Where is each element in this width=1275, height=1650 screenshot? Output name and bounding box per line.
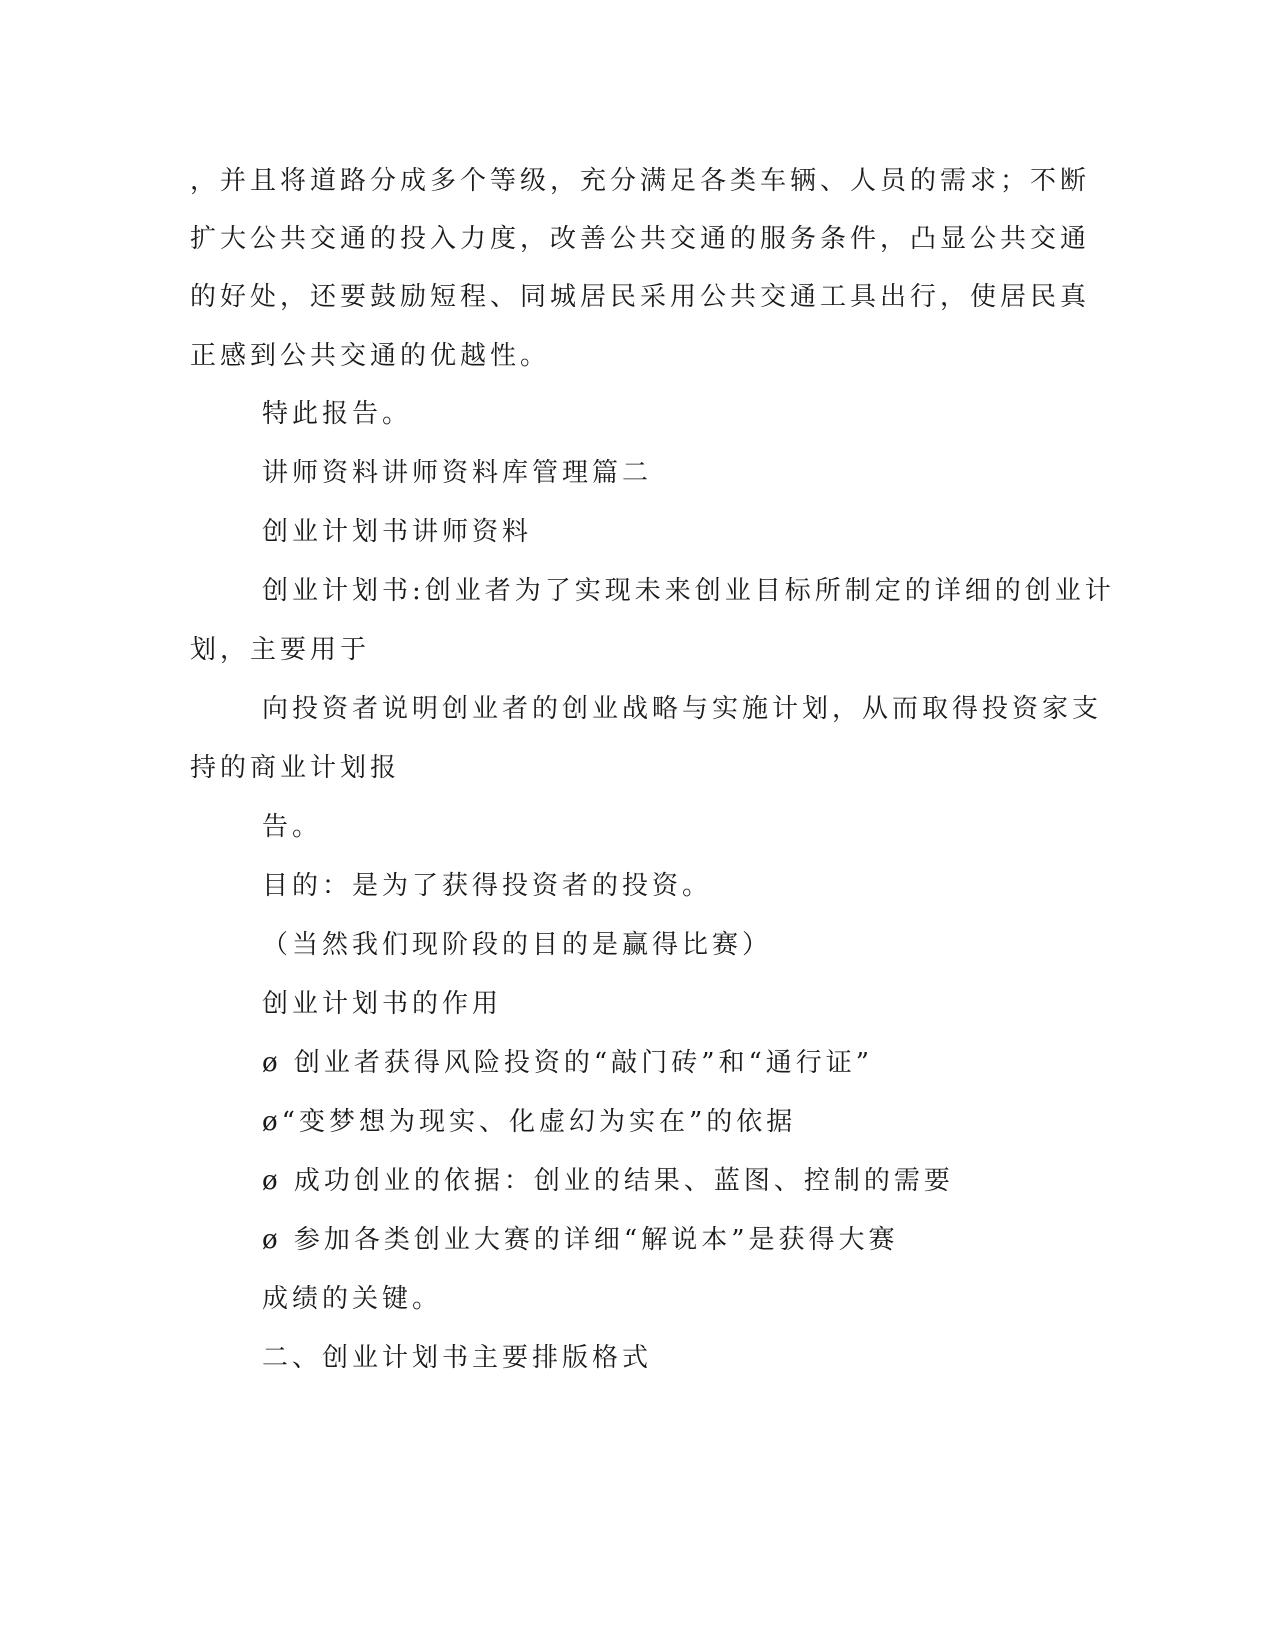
subtitle: 创业计划书讲师资料 bbox=[262, 517, 533, 547]
paragraph-line: 的好处，还要鼓励短程、同城居民采用公共交通工具出行，使居民真 bbox=[190, 282, 1091, 312]
definition-line: 向投资者说明创业者的创业战略与实施计划，从而取得投资家支 bbox=[262, 694, 1103, 724]
definition-line: 告。 bbox=[262, 812, 323, 842]
definition-line: 持的商业计划报 bbox=[190, 753, 401, 783]
section-title: 讲师资料讲师资料库管理篇二 bbox=[262, 458, 653, 488]
paragraph-line: 扩大公共交通的投入力度，改善公共交通的服务条件，凸显公共交通 bbox=[190, 224, 1091, 254]
purpose-text: 目的：是为了获得投资者的投资。 bbox=[262, 871, 713, 901]
paragraph-line: ，并且将道路分成多个等级，充分满足各类车辆、人员的需求；不断 bbox=[190, 166, 1091, 196]
definition-line: 划，主要用于 bbox=[190, 635, 371, 665]
role-item: ø 成功创业的依据：创业的结果、蓝图、控制的需要 bbox=[262, 1166, 954, 1196]
role-item: ø 参加各类创业大赛的详细“解说本”是获得大赛 bbox=[262, 1225, 899, 1255]
purpose-note: （当然我们现阶段的目的是赢得比赛） bbox=[262, 930, 773, 960]
role-heading: 创业计划书的作用 bbox=[262, 989, 503, 1019]
role-item: ø 创业者获得风险投资的“敲门砖”和“通行证” bbox=[262, 1048, 874, 1078]
role-item-tail: 成绩的关键。 bbox=[262, 1284, 443, 1314]
role-item: ø“变梦想为现实、化虚幻为实在”的依据 bbox=[262, 1107, 797, 1137]
format-heading: 二、创业计划书主要排版格式 bbox=[262, 1343, 653, 1373]
closing-text: 特此报告。 bbox=[262, 399, 413, 429]
paragraph-line: 正感到公共交通的优越性。 bbox=[190, 341, 551, 371]
definition-line: 创业计划书:创业者为了实现未来创业目标所制定的详细的创业计 bbox=[262, 576, 1115, 606]
